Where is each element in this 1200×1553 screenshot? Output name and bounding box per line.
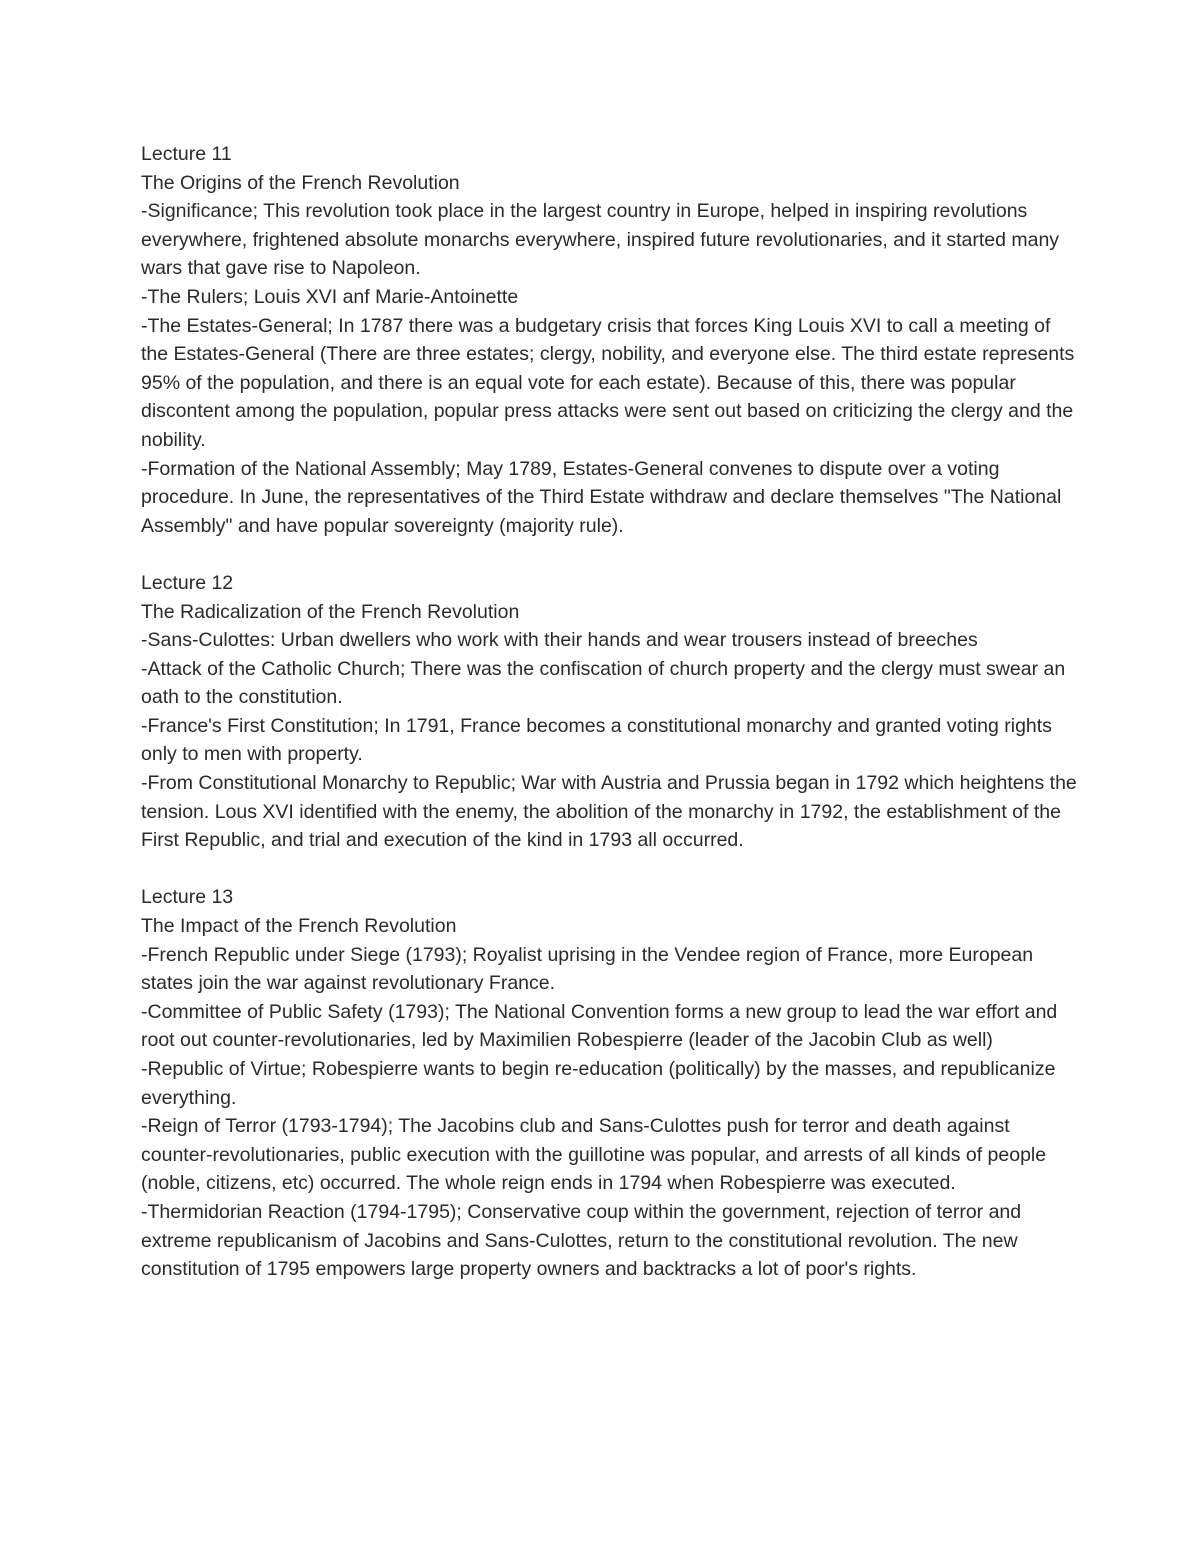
section-gap [141,540,1081,569]
lecture-title: The Origins of the French Revolution [141,171,460,194]
note-item: -Attack of the Catholic Church; There was the confiscation of church property and the clergy must swear an oath to the constitution. [141,657,1066,709]
document-page [141,140,1081,1284]
lecture-title: The Impact of the French Revolution [141,915,457,938]
lecture-13-section [141,883,1081,1283]
note-item: -Reign of Terror (1793-1794); The Jacobins club and Sans-Culottes push for terror and death against counter-revolutionaries, public execution with the guillotine was popular, and arrests of all kinds of people (noble, citizens, etc) occurred. The whole reign ends in 1794 when Robespierre was executed. [141,1115,1047,1195]
note-item: -Formation of the National Assembly; May 1789, Estates-General convenes to dispute over a voting procedure. In June, the representatives of the Third Estate withdraw and declare themselves "The National Assembly" and have popular sovereignty (majority rule). [141,457,1062,537]
note-item: -French Republic under Siege (1793); Royalist uprising in the Vendee region of France, more European states join the war against revolutionary France. [141,943,1034,995]
lecture-heading: Lecture 12 [141,571,234,594]
note-item: -Significance; This revolution took place in the largest country in Europe, helped in inspiring revolutions everywhere, frightened absolute monarchs everywhere, inspired future revolutionaries, and it started many wars that gave rise to Napoleon. [141,200,1060,280]
note-item: -Republic of Virtue; Robespierre wants to begin re-education (politically) by the masses, and republicanize everything. [141,1058,1056,1109]
lecture-title: The Radicalization of the French Revolution [141,600,520,623]
note-item: -The Rulers; Louis XVI anf Marie-Antoinette [141,285,519,308]
note-item: -Committee of Public Safety (1793); The National Convention forms a new group to lead the war effort and root out counter-revolutionaries, led by Maximilien Robespierre (leader of the Jacobin Club as well) [141,1000,1058,1052]
section-gap [141,855,1081,884]
lecture-12-section [141,569,1081,855]
note-item: -The Estates-General; In 1787 there was a budgetary crisis that forces King Louis XVI to call a meeting of the Estates-General (There are three estates; clergy, nobility, and everyone else. The third estate represents 95% of the population, and there is an equal vote for each estate). Because of this, there was popular discontent among the population, popular press attacks were sent out based on criticizing the clergy and the nobility. [141,314,1075,451]
note-item: -Thermidorian Reaction (1794-1795); Conservative coup within the government, rejection of terror and extreme republicanism of Jacobins and Sans-Culottes, return to the constitutional revolution. The new constitution of 1795 empowers large property owners and backtracks a lot of poor's rights. [141,1200,1022,1281]
lecture-heading: Lecture 11 [141,143,232,165]
note-item: -From Constitutional Monarchy to Republic; War with Austria and Prussia began in 1792 which heightens the tension. Lous XVI identified with the enemy, the abolition of the monarchy in 1792, the establishment of the First Republic, and trial and execution of the kind in 1793 all occurred. [141,772,1077,852]
note-item: -Sans-Culottes: Urban dwellers who work with their hands and wear trousers instead of breeches [141,629,978,652]
lecture-heading: Lecture 13 [141,886,234,909]
note-item: -France's First Constitution; In 1791, France becomes a constitutional monarchy and granted voting rights only to men with property. [141,714,1052,766]
lecture-11-section [141,140,1081,540]
